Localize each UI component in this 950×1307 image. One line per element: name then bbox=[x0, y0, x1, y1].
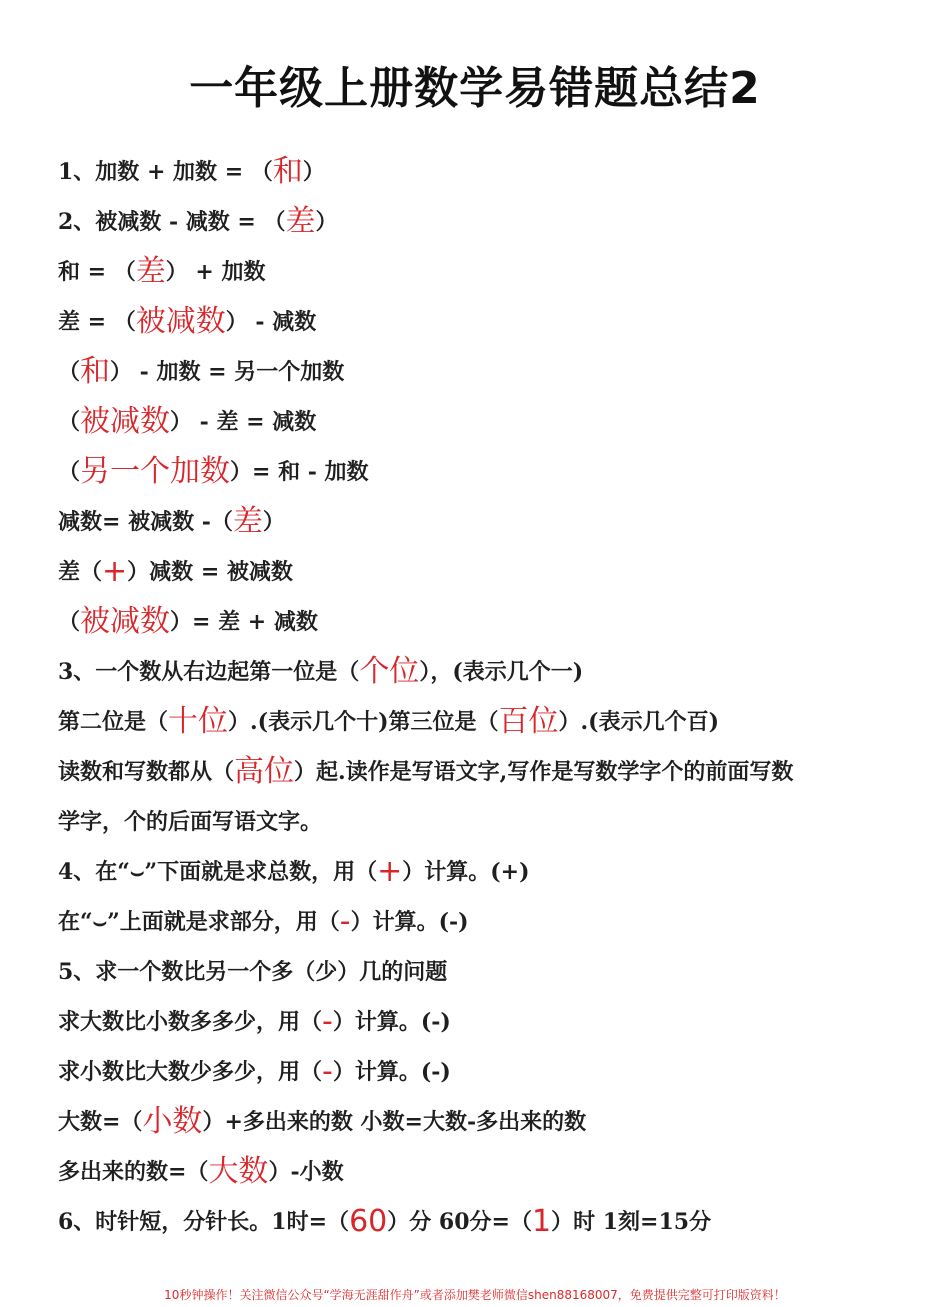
page-title: 一年级上册数学易错题总结2 bbox=[189, 63, 761, 114]
line-18 bbox=[58, 1001, 451, 1041]
answer: 差 bbox=[285, 204, 316, 239]
answer: 被减数 bbox=[80, 604, 171, 639]
line-text: 3、一个数从右边起第一位是（ bbox=[58, 659, 360, 685]
line-text: ）时 1刻=15分 bbox=[551, 1209, 712, 1235]
line-14 bbox=[58, 801, 322, 841]
answer: 高位 bbox=[234, 754, 295, 789]
answer: 小数 bbox=[142, 1104, 203, 1139]
line-text: 求大数比小数多多少，用（ bbox=[58, 1009, 323, 1035]
answer: 和 bbox=[80, 354, 111, 389]
line-text: ） bbox=[302, 159, 325, 185]
line-text: ）起.读作是写语文字,写作是写数学字个的前面写数 bbox=[294, 759, 794, 785]
line-text: ），(表示几个一) bbox=[419, 659, 584, 685]
line-text: ）.(表示几个百) bbox=[558, 709, 719, 735]
answer: 1 bbox=[531, 1204, 552, 1239]
line-text: 和 = （ bbox=[58, 259, 136, 285]
line-text: ） - 差 = 减数 bbox=[170, 409, 317, 435]
line-20 bbox=[58, 1101, 586, 1141]
answer: - bbox=[322, 1004, 333, 1039]
line-text: ）= 差 + 减数 bbox=[170, 609, 318, 635]
answer: 百位 bbox=[498, 704, 559, 739]
line-21 bbox=[58, 1151, 344, 1191]
line-text: （ bbox=[58, 609, 81, 635]
line-text: （ bbox=[58, 459, 81, 485]
line-text: 差 = （ bbox=[58, 309, 136, 335]
answer: 和 bbox=[272, 154, 303, 189]
line-5 bbox=[58, 351, 344, 391]
line-text: 多出来的数=（ bbox=[58, 1159, 209, 1185]
line-8 bbox=[58, 501, 285, 541]
line-text: ） - 减数 bbox=[225, 309, 317, 335]
answer: + bbox=[377, 854, 403, 889]
line-9 bbox=[58, 551, 293, 591]
line-text: 4、在“⌣”下面就是求总数，用（ bbox=[58, 859, 378, 885]
line-19 bbox=[58, 1051, 451, 1091]
line-text: ）计算。(-) bbox=[332, 1059, 451, 1085]
line-text: 求小数比大数少多少，用（ bbox=[58, 1059, 323, 1085]
line-16 bbox=[58, 901, 469, 941]
answer: 个位 bbox=[359, 654, 420, 689]
line-text: 2、被减数 - 减数 = （ bbox=[58, 209, 286, 235]
line-text: ）-小数 bbox=[268, 1159, 344, 1185]
answer: 差 bbox=[232, 504, 263, 539]
line-13 bbox=[58, 751, 793, 791]
line-7 bbox=[58, 451, 369, 491]
line-text: 1、加数 + 加数 = （ bbox=[58, 159, 273, 185]
line-2 bbox=[58, 201, 338, 241]
answer: 大数 bbox=[208, 1154, 269, 1189]
line-text: ） bbox=[262, 509, 285, 535]
line-text: 学字，个的后面写语文字。 bbox=[58, 809, 323, 835]
line-text: 大数=（ bbox=[58, 1109, 143, 1135]
line-17 bbox=[58, 951, 447, 991]
answer: 另一个加数 bbox=[80, 454, 231, 489]
answer: 被减数 bbox=[80, 404, 171, 439]
line-10 bbox=[58, 601, 318, 641]
answer: 60 bbox=[349, 1204, 388, 1239]
line-text: ）.(表示几个十)第三位是（ bbox=[228, 709, 499, 735]
line-text: ）计算。(-) bbox=[350, 909, 469, 935]
answer: 被减数 bbox=[135, 304, 226, 339]
line-text: 第二位是（ bbox=[58, 709, 169, 735]
line-text: ） - 加数 = 另一个加数 bbox=[110, 359, 345, 385]
line-text: ）+多出来的数 小数=大数-多出来的数 bbox=[202, 1109, 587, 1135]
answer: - bbox=[339, 904, 351, 939]
line-12 bbox=[58, 701, 719, 741]
line-text: ） bbox=[315, 209, 338, 235]
line-text: ）计算。(+) bbox=[402, 859, 530, 885]
line-11 bbox=[58, 651, 583, 691]
line-text: ） + 加数 bbox=[165, 259, 266, 285]
line-text: 在“⌣”上面就是求部分，用（ bbox=[58, 909, 340, 935]
answer: 差 bbox=[135, 254, 166, 289]
line-text: 读数和写数都从（ bbox=[58, 759, 235, 785]
line-text: ）减数 = 被减数 bbox=[127, 559, 293, 585]
answer: + bbox=[102, 554, 128, 589]
line-4 bbox=[58, 301, 316, 341]
line-1 bbox=[58, 151, 325, 191]
line-text: ）= 和 - 加数 bbox=[230, 459, 369, 485]
line-text: 差（ bbox=[58, 559, 103, 585]
line-text: （ bbox=[58, 409, 81, 435]
line-text: ）计算。(-) bbox=[332, 1009, 451, 1035]
footer-notice: 10秒钟操作！关注微信公众号“学海无涯甜作舟”或者添加樊老师微信shen88168007，免费提供完整可打印版资料！ bbox=[164, 1288, 786, 1302]
line-text: 减数= 被减数 -（ bbox=[58, 509, 233, 535]
line-text: 6、时针短，分针长。1时=（ bbox=[58, 1209, 350, 1235]
answer: 十位 bbox=[168, 704, 229, 739]
answer: - bbox=[322, 1054, 333, 1089]
line-text: ）分 60分=（ bbox=[387, 1209, 532, 1235]
line-15 bbox=[58, 851, 530, 891]
line-text: （ bbox=[58, 359, 81, 385]
line-6 bbox=[58, 401, 316, 441]
line-3 bbox=[58, 251, 266, 291]
line-text: 5、求一个数比另一个多（少）几的问题 bbox=[58, 959, 448, 985]
line-22 bbox=[58, 1201, 711, 1241]
